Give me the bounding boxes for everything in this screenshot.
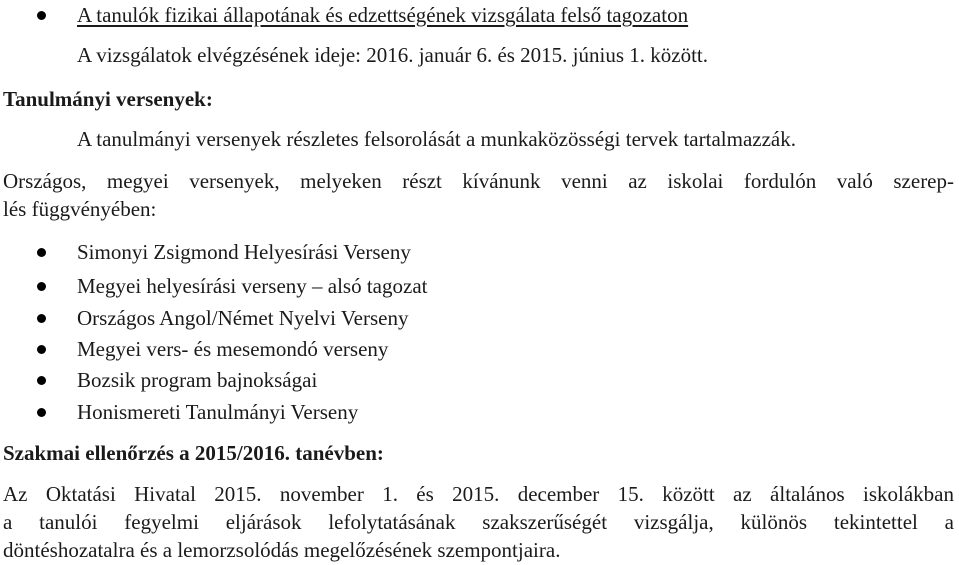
inspection-heading: Szakmai ellenőrzés a 2015/2016. tanévben:	[3, 441, 384, 465]
list-item: Megyei helyesírási verseny – alsó tagozat	[77, 274, 428, 298]
inspection-line-3: döntéshozatalra és a lemorzsolódás megelőzésének szempontjaira.	[3, 538, 561, 562]
list-item: Bozsik program bajnokságai	[77, 368, 318, 392]
inspection-line-2: a tanulói fegyelmi eljárások lefolytatásának szakszerűségét vizsgálja, különös tekintettel a	[3, 510, 954, 534]
bullet-icon	[37, 408, 46, 417]
top-item-title: A tanulók fizikai állapotának és edzettségének vizsgálata felső tagozaton	[77, 3, 689, 27]
bullet-icon	[37, 11, 46, 20]
competitions-paragraph-line-1: Országos, megyei versenyek, melyeken részt kívánunk venni az iskolai fordulón való szerep-	[3, 169, 954, 193]
inspection-line-1: Az Oktatási Hivatal 2015. november 1. és 2015. december 15. között az általános iskolákban	[3, 482, 954, 506]
bullet-icon	[37, 314, 46, 323]
top-item-detail: A vizsgálatok elvégzésének ideje: 2016. január 6. és 2015. június 1. között.	[77, 43, 709, 67]
competitions-paragraph-line-2: lés függvényében:	[3, 197, 157, 221]
list-item: Országos Angol/Német Nyelvi Verseny	[77, 306, 409, 330]
list-item: Honismereti Tanulmányi Verseny	[77, 400, 359, 424]
competitions-heading: Tanulmányi versenyek:	[3, 87, 213, 111]
bullet-icon	[37, 248, 46, 257]
list-item: Megyei vers- és mesemondó verseny	[77, 337, 389, 361]
bullet-icon	[37, 282, 46, 291]
list-item: Simonyi Zsigmond Helyesírási Verseny	[77, 240, 411, 264]
bullet-icon	[37, 376, 46, 385]
competitions-intro: A tanulmányi versenyek részletes felsorolását a munkaközösségi tervek tartalmazzák.	[77, 127, 796, 151]
bullet-icon	[37, 345, 46, 354]
